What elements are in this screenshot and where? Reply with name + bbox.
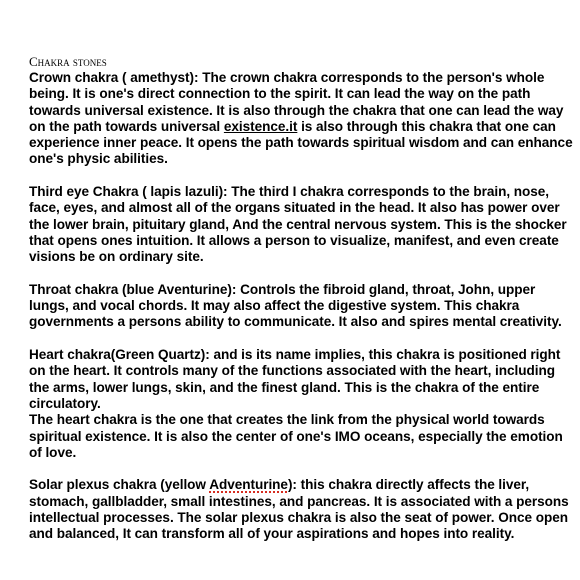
paragraph-spacer (29, 266, 577, 282)
hyperlink-existence[interactable]: existence.it (223, 118, 298, 134)
paragraph-third-eye-chakra: Third eye Chakra ( lapis lazuli): The third I chakra corresponds to the brain, nose, face, eyes, and almost all of the organs situated in the head. It also has power over the lower brain, pituitary gland, And the central nervous system. This is the shocker that opens ones intuition. It allows a person to visualize, manifest, and even create visions be on ordinary site. (29, 184, 567, 265)
solar-text-before: Solar plexus chakra (yellow (29, 477, 210, 493)
paragraph-heart-chakra: Heart chakra(Green Quartz): and is its name implies, this chakra is positioned right on the heart. It controls many of the functions associated with the heart, including the arms, lower lungs, skin, and the finest gland. This is the chakra of the entire circulatory. (29, 347, 561, 411)
solar-text-after: ): this chakra directly affects the liver, stomach, gallbladder, small intestines, and pancreas. It is associated with a persons intellectual processes. The solar plexus chakra is also the seat of power. Once open and balanced, It can transform all of your aspirations and hopes into reality. (29, 477, 569, 542)
document-body (29, 53, 577, 543)
spellcheck-flagged-word[interactable]: Adventurine (209, 477, 288, 493)
paragraph-spacer (29, 168, 577, 184)
crown-text-before: Crown chakra ( amethyst): The crown chakra corresponds to the person's whole being. It is one's direct connection to the spirit. It can lead the way on the path towards universal existence. It is also through the chakra that one can lead the way on the path towards universal (29, 70, 564, 134)
crown-text-after: is also through this chakra that one can experience inner peace. It opens the path towards spiritual wisdom and can enhance one's physic abilities. (29, 118, 573, 167)
document-title: Chakra stones (29, 54, 107, 69)
paragraph-spacer (29, 331, 577, 347)
paragraph-spacer (29, 461, 577, 477)
paragraph-solar-plexus-chakra (29, 477, 577, 542)
paragraph-throat-chakra: Throat chakra (blue Aventurine): Controls the fibroid gland, throat, John, upper lungs, and vocal chords. It may also affect the digestive system. This chakra governments a persons ability to communicate. It also and spires mental creativity. (29, 281, 562, 330)
paragraph-crown-chakra (29, 70, 577, 168)
paragraph-heart-chakra-continued: The heart chakra is the one that creates the link from the physical world towards spiritual existence. It is also the center of one's IMO oceans, especially the emotion of love. (29, 412, 563, 460)
